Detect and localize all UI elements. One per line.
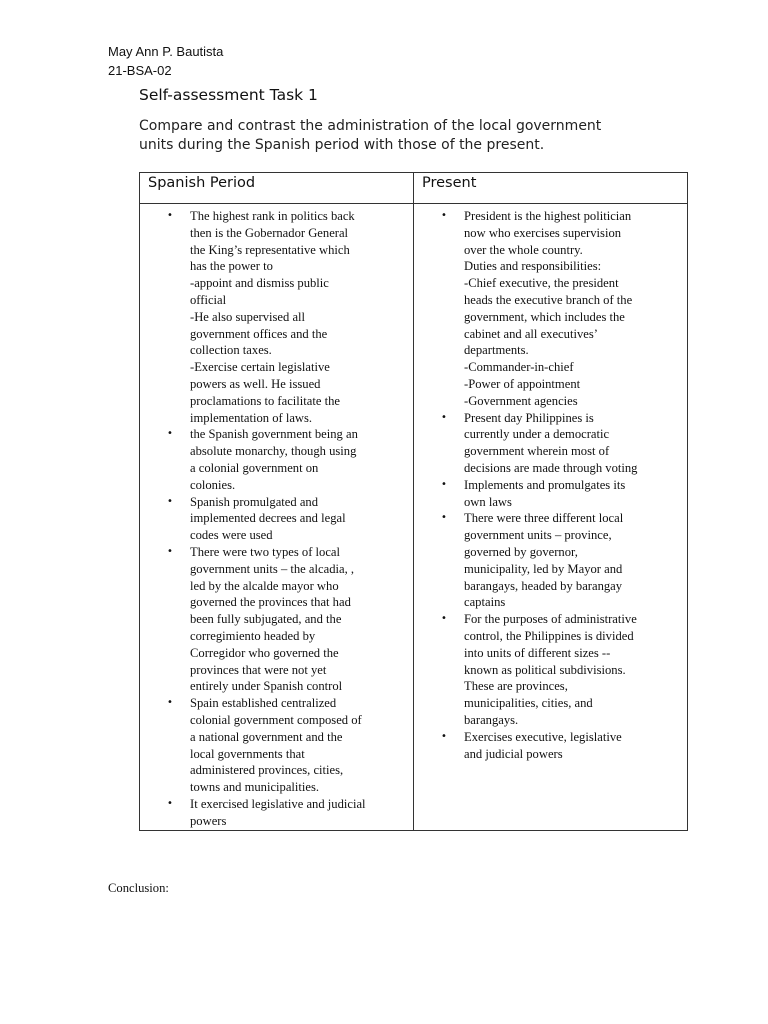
list-item-line: There were three different local bbox=[464, 511, 624, 526]
spanish-period-cell bbox=[140, 204, 414, 831]
list-item bbox=[414, 477, 683, 511]
list-item-line: -Power of appointment bbox=[464, 376, 581, 391]
bullet-icon: • bbox=[441, 210, 447, 221]
table-row bbox=[140, 204, 688, 831]
list-item bbox=[140, 494, 409, 544]
list-item-line: government, which includes the bbox=[464, 309, 625, 324]
list-item-line: official bbox=[190, 292, 227, 307]
list-item-line: has the power to bbox=[190, 259, 273, 274]
list-item-line: a colonial government on bbox=[190, 460, 319, 475]
list-item bbox=[414, 611, 683, 729]
list-item-line: the King’s representative which bbox=[190, 242, 350, 257]
list-item-line: and judicial powers bbox=[464, 746, 563, 761]
bullet-icon: • bbox=[167, 545, 173, 557]
list-item-line: President is the highest politician bbox=[464, 209, 632, 223]
list-item-line: These are provinces, bbox=[464, 679, 568, 694]
spanish-period-list bbox=[140, 204, 413, 829]
header-present: Present bbox=[414, 173, 688, 204]
list-item-line: provinces that were not yet bbox=[190, 662, 327, 677]
list-item bbox=[414, 510, 683, 611]
list-item-line: government wherein most of bbox=[464, 444, 610, 459]
header-spanish-period: Spanish Period bbox=[140, 173, 414, 204]
list-item-line: Implements and promulgates its bbox=[464, 477, 626, 492]
list-item-line: Spain established centralized bbox=[190, 696, 337, 711]
list-item-line: captains bbox=[464, 595, 506, 610]
list-item bbox=[140, 544, 409, 695]
bullet-icon: • bbox=[441, 730, 447, 742]
list-item-line: -Exercise certain legislative bbox=[190, 360, 330, 375]
list-item-line: It exercised legislative and judicial bbox=[190, 796, 366, 811]
prompt-line: Compare and contrast the administration of the local government bbox=[139, 118, 602, 134]
list-item-line: now who exercises supervision bbox=[464, 225, 622, 240]
list-item-line: towns and municipalities. bbox=[190, 780, 320, 795]
task-title: Self-assessment Task 1 bbox=[139, 86, 318, 104]
bullet-icon: • bbox=[167, 797, 173, 809]
list-item-line: government units – the alcadia, , bbox=[190, 561, 355, 576]
author-name: May Ann P. Bautista bbox=[108, 44, 224, 59]
list-item-line: colonies. bbox=[190, 477, 236, 492]
list-item-line: entirely under Spanish control bbox=[190, 679, 343, 694]
list-item-line: -appoint and dismiss public bbox=[190, 276, 329, 291]
list-item-line: into units of different sizes -- bbox=[464, 645, 611, 660]
list-item-line: municipalities, cities, and bbox=[464, 696, 593, 711]
list-item-line: then is the Gobernador General bbox=[190, 225, 349, 240]
bullet-icon: • bbox=[167, 697, 173, 709]
list-item-line: Spanish promulgated and bbox=[190, 494, 319, 509]
list-item-line: over the whole country. bbox=[464, 242, 583, 257]
list-item-line: governed by governor, bbox=[464, 544, 578, 559]
bullet-icon: • bbox=[167, 428, 173, 440]
list-item bbox=[140, 426, 409, 493]
prompt-line: units during the Spanish period with those of the present. bbox=[139, 137, 545, 153]
bullet-icon: • bbox=[441, 478, 447, 490]
list-item bbox=[140, 208, 409, 426]
list-item-line: The highest rank in politics back bbox=[190, 209, 355, 223]
list-item-line: the Spanish government being an bbox=[190, 427, 358, 442]
list-item-line: departments. bbox=[464, 343, 529, 358]
list-item bbox=[414, 410, 683, 477]
list-item-line: colonial government composed of bbox=[190, 712, 362, 727]
present-list bbox=[414, 204, 687, 762]
list-item-line: cabinet and all executives’ bbox=[464, 326, 598, 341]
list-item-line: been fully subjugated, and the bbox=[190, 612, 342, 627]
list-item-line: led by the alcalde mayor who bbox=[190, 578, 339, 593]
list-item-line: own laws bbox=[464, 494, 512, 509]
list-item-line: known as political subdivisions. bbox=[464, 662, 626, 677]
table-header-row bbox=[140, 173, 688, 204]
list-item bbox=[414, 208, 683, 410]
list-item-line: barangays. bbox=[464, 712, 519, 727]
bullet-icon: • bbox=[167, 495, 173, 507]
list-item-line: decisions are made through voting bbox=[464, 460, 638, 475]
list-item-line: implemented decrees and legal bbox=[190, 511, 346, 526]
list-item-line: collection taxes. bbox=[190, 343, 272, 358]
list-item-line: Exercises executive, legislative bbox=[464, 729, 622, 744]
list-item-line: local governments that bbox=[190, 746, 305, 761]
list-item-line: control, the Philippines is divided bbox=[464, 628, 634, 643]
list-item-line: powers as well. He issued bbox=[190, 376, 321, 391]
list-item-line: a national government and the bbox=[190, 729, 343, 744]
list-item-line: -Government agencies bbox=[464, 393, 578, 408]
comparison-table bbox=[139, 172, 688, 831]
list-item-line: Duties and responsibilities: bbox=[464, 259, 602, 274]
list-item-line: powers bbox=[190, 813, 227, 828]
list-item bbox=[140, 695, 409, 796]
list-item-line: absolute monarchy, though using bbox=[190, 444, 357, 459]
list-item-line: municipality, led by Mayor and bbox=[464, 561, 623, 576]
list-item-line: administered provinces, cities, bbox=[190, 763, 344, 778]
bullet-icon: • bbox=[441, 512, 447, 524]
bullet-icon: • bbox=[441, 411, 447, 423]
list-item-line: proclamations to facilitate the bbox=[190, 393, 341, 408]
author-block bbox=[108, 42, 223, 80]
bullet-icon: • bbox=[167, 210, 173, 221]
list-item-line: -Chief executive, the president bbox=[464, 276, 619, 291]
list-item-line: government offices and the bbox=[190, 326, 328, 341]
list-item-line: barangays, headed by barangay bbox=[464, 578, 623, 593]
list-item-line: There were two types of local bbox=[190, 544, 341, 559]
list-item-line: currently under a democratic bbox=[464, 427, 610, 442]
list-item-line: implementation of laws. bbox=[190, 410, 313, 425]
list-item-line: governed the provinces that had bbox=[190, 595, 351, 610]
list-item-line: -Commander-in-chief bbox=[464, 360, 574, 375]
list-item-line: For the purposes of administrative bbox=[464, 612, 637, 627]
list-item-line: codes were used bbox=[190, 528, 273, 543]
list-item-line: -He also supervised all bbox=[190, 309, 306, 324]
list-item bbox=[140, 796, 409, 830]
list-item-line: corregimiento headed by bbox=[190, 628, 316, 643]
list-item-line: Present day Philippines is bbox=[464, 410, 594, 425]
conclusion-label: Conclusion: bbox=[108, 881, 169, 895]
bullet-icon: • bbox=[441, 613, 447, 625]
list-item bbox=[414, 729, 683, 763]
author-section: 21-BSA-02 bbox=[108, 63, 172, 78]
task-prompt bbox=[139, 117, 679, 155]
present-cell bbox=[414, 204, 688, 831]
list-item-line: heads the executive branch of the bbox=[464, 292, 633, 307]
list-item-line: Corregidor who governed the bbox=[190, 645, 339, 660]
list-item-line: government units – province, bbox=[464, 528, 612, 543]
